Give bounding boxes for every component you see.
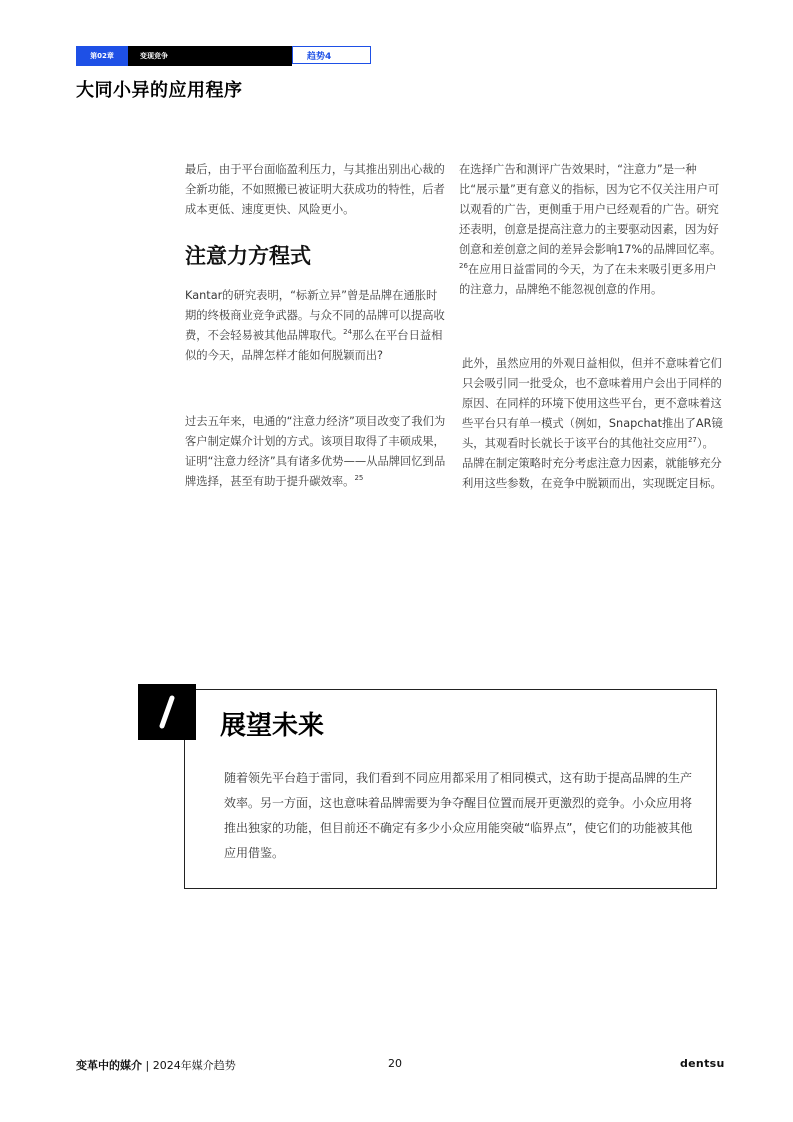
section-heading: 注意力方程式	[185, 244, 311, 268]
paragraph: 最后，由于平台面临盈利压力，与其推出别出心裁的全新功能，不如照搬已被证明大获成功的特性，后者成本更低、速度更快、风险更小。	[185, 163, 445, 216]
paragraph-text: 在应用日益雷同的今天，为了在未来吸引更多用户的注意力，品牌绝不能忽视创意的作用。	[459, 263, 717, 296]
footer-publication	[76, 1057, 236, 1073]
paragraph-text: 此外，虽然应用的外观日益相似，但并不意味着它们只会吸引同一批受众，也不意味着用户会出于同样的原因、在同样的环境下使用这些平台，更不意味着这些平台只有单一模式（例如，Snapchat推出了AR镜头，其观看时长就长于该平台的其他社交应用	[462, 357, 723, 450]
slash-icon	[157, 695, 177, 729]
paragraph-text: 在选择广告和测评广告效果时，“注意力”是一种比“展示量”更有意义的指标，因为它不仅关注用户可以观看的广告，更侧重于用户已经观看的广告。研究还表明，创意是提高注意力的主要驱动因素，因为好创意和差创意之间的差异会影响17%的品牌回忆率。	[459, 163, 722, 256]
footnote-ref: 24	[343, 328, 353, 337]
paragraph	[185, 286, 447, 366]
left-column-p2	[185, 286, 447, 366]
paragraph-text: 那么在平台日益相似的今天，品牌怎样才能如何脱颖而出?	[185, 329, 443, 362]
footnote-ref: 26	[459, 262, 468, 271]
chapter-number: 第02章	[76, 46, 128, 66]
trend-label: 趋势4	[292, 46, 371, 64]
chapter-name: 变现竞争	[140, 52, 168, 60]
future-title: 展望未来	[220, 711, 325, 741]
paragraph	[462, 354, 723, 494]
paragraph	[185, 412, 447, 492]
page-title: 大同小异的应用程序	[76, 80, 243, 101]
left-column-p3	[185, 412, 447, 492]
chapter-header-bar	[76, 46, 292, 66]
paragraph-text: Kantar的研究表明，“标新立异”曾是品牌在通胀时期的终极商业竞争武器。与众不同的品牌可以提高收费，不会轻易被其他品牌取代。	[185, 289, 445, 342]
future-body: 随着领先平台趋于雷同，我们看到不同应用都采用了相同模式，这有助于提高品牌的生产效率。另一方面，这也意味着品牌需要为争夺醒目位置而展开更激烈的竞争。小众应用将推出独家的功能，但目前还不确定有多少小众应用能突破“临界点”，使它们的功能被其他应用借鉴。	[224, 771, 693, 860]
brand-logo: dentsu	[680, 1057, 725, 1070]
footnote-ref: 25	[354, 474, 364, 483]
footer-separator: |	[142, 1059, 153, 1072]
footer-subtitle: 2024年媒介趋势	[152, 1059, 236, 1072]
paragraph-text: ）。品牌在制定策略时充分考虑注意力因素，就能够充分利用这些参数，在竞争中脱颖而出，实现既定目标。	[462, 437, 722, 490]
paragraph-text: 过去五年来，电通的“注意力经济”项目改变了我们为客户制定媒介计划的方式。该项目取得了丰硕成果，证明“注意力经济”具有诸多优势——从品牌回忆到品牌选择，甚至有助于提升碳效率。	[185, 415, 446, 488]
page-number: 20	[388, 1057, 402, 1070]
right-column-p1	[459, 160, 723, 300]
footer-title: 变革中的媒介	[76, 1059, 142, 1072]
right-column-p2	[462, 354, 723, 494]
left-column-p1	[185, 160, 447, 220]
footnote-ref: 27	[687, 436, 697, 445]
future-tab	[138, 684, 196, 740]
paragraph	[459, 160, 723, 300]
